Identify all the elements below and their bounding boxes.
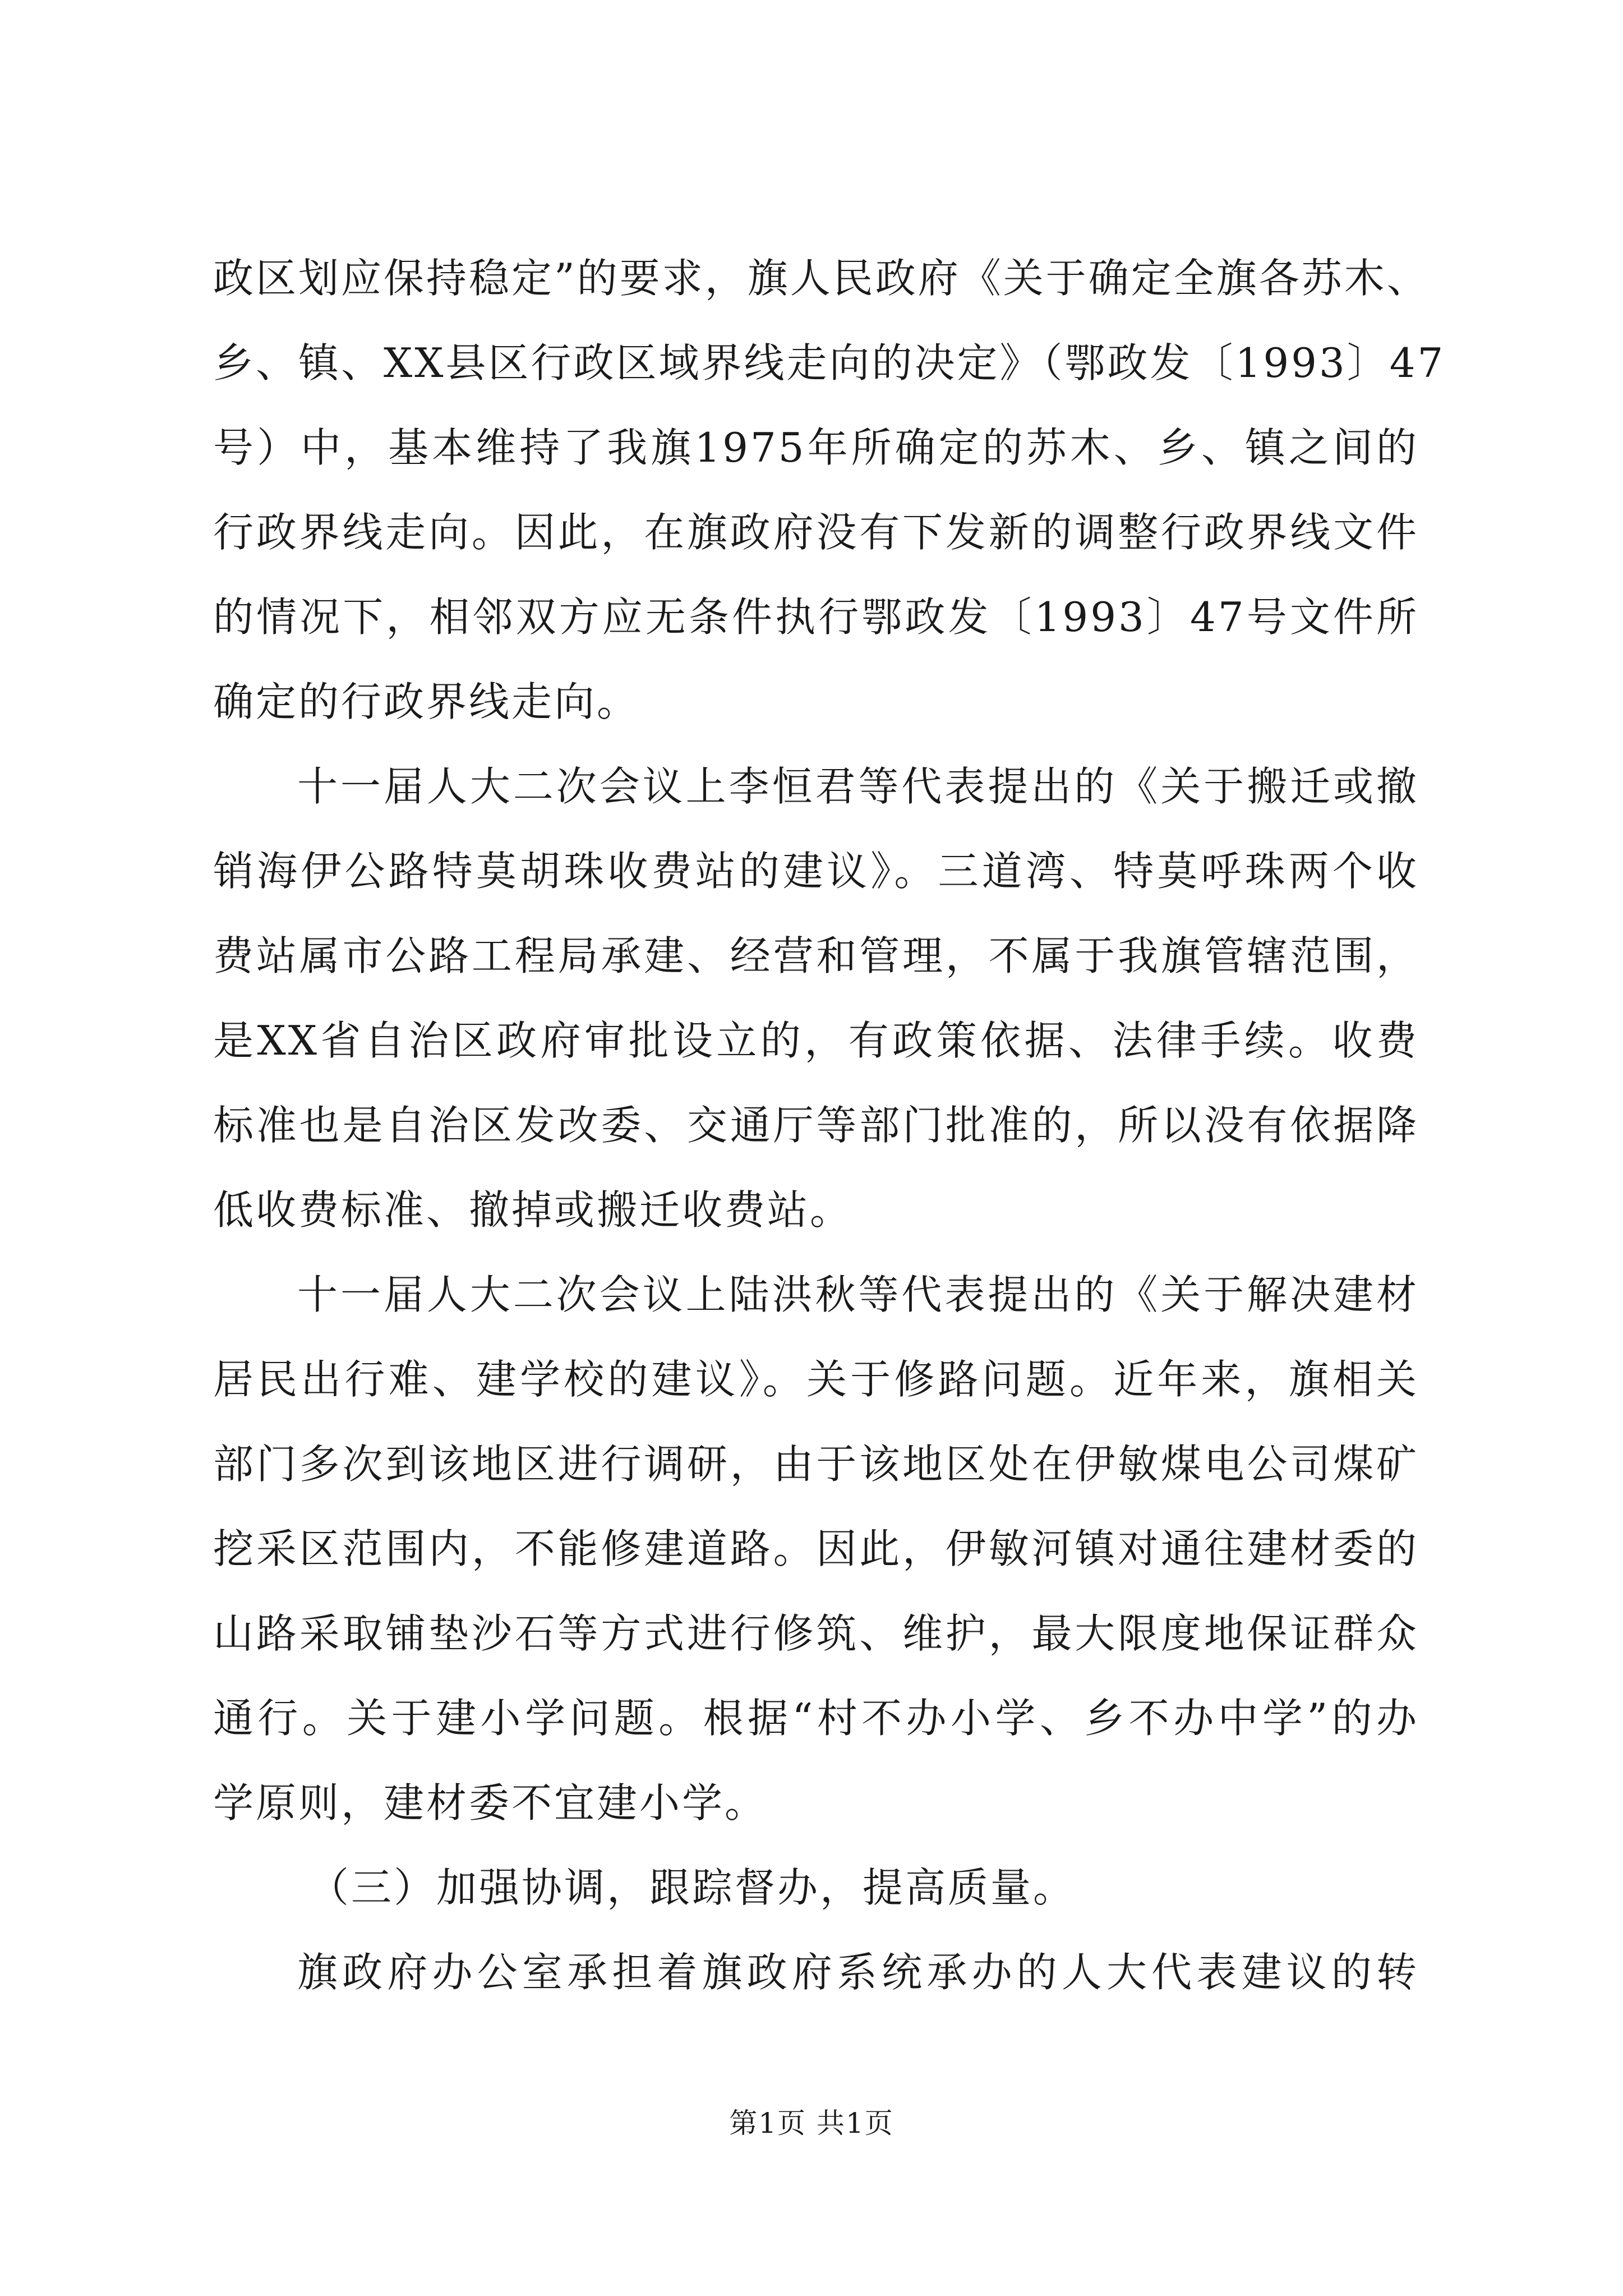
body-text-line: 通行。关于建小学问题。根据“村不办小学、乡不办中学”的办 [213,1695,1419,1742]
paragraph-first-line: 旗政府办公室承担着旗政府系统承办的人大代表建议的转 [297,1949,1419,1996]
body-text-line: 政区划应保持稳定”的要求，旗人民政府《关于确定全旗各苏木、 [213,255,1430,302]
paragraph-first-line: 十一届人大二次会议上陆洪秋等代表提出的《关于解决建材 [297,1271,1419,1318]
body-text-line: 乡、镇、XX县区行政区域界线走向的决定》（鄂政发〔1993〕47 [213,339,1446,386]
body-text-line: 挖采区范围内，不能修建道路。因此，伊敏河镇对通往建材委的 [213,1525,1419,1572]
body-text-line: 标准也是自治区发改委、交通厅等部门批准的，所以没有依据降 [213,1102,1419,1149]
body-text-line: 山路采取铺垫沙石等方式进行修筑、维护，最大限度地保证群众 [213,1610,1419,1657]
body-text-line: 学原则，建材委不宜建小学。 [213,1779,768,1826]
body-text-line: 费站属市公路工程局承建、经营和管理，不属于我旗管辖范围， [213,932,1419,979]
body-text-line: 确定的行政界线走向。 [213,678,640,725]
paragraph-first-line: （三）加强协调，跟踪督办，提高质量。 [308,1864,1076,1911]
body-text-line: 行政界线走向。因此，在旗政府没有下发新的调整行政界线文件 [213,509,1419,556]
page-number: 第1页 共1页 [729,2107,894,2139]
body-text-line: 是XX省自治区政府审批设立的，有政策依据、法律手续。收费 [213,1017,1419,1064]
body-text-line: 号）中，基本维持了我旗1975年所确定的苏木、乡、镇之间的 [213,424,1419,471]
body-text-line: 低收费标准、撤掉或搬迁收费站。 [213,1186,853,1234]
body-text-line: 居民出行难、建学校的建议》。关于修路问题。近年来，旗相关 [213,1356,1419,1403]
body-text-line: 的情况下，相邻双方应无条件执行鄂政发〔1993〕47号文件所 [213,593,1419,641]
paragraph-first-line: 十一届人大二次会议上李恒君等代表提出的《关于搬迁或撤 [297,763,1419,810]
body-text-line: 部门多次到该地区进行调研，由于该地区处在伊敏煤电公司煤矿 [213,1441,1419,1488]
body-text-line: 销海伊公路特莫胡珠收费站的建议》。三道湾、特莫呼珠两个收 [213,848,1419,895]
